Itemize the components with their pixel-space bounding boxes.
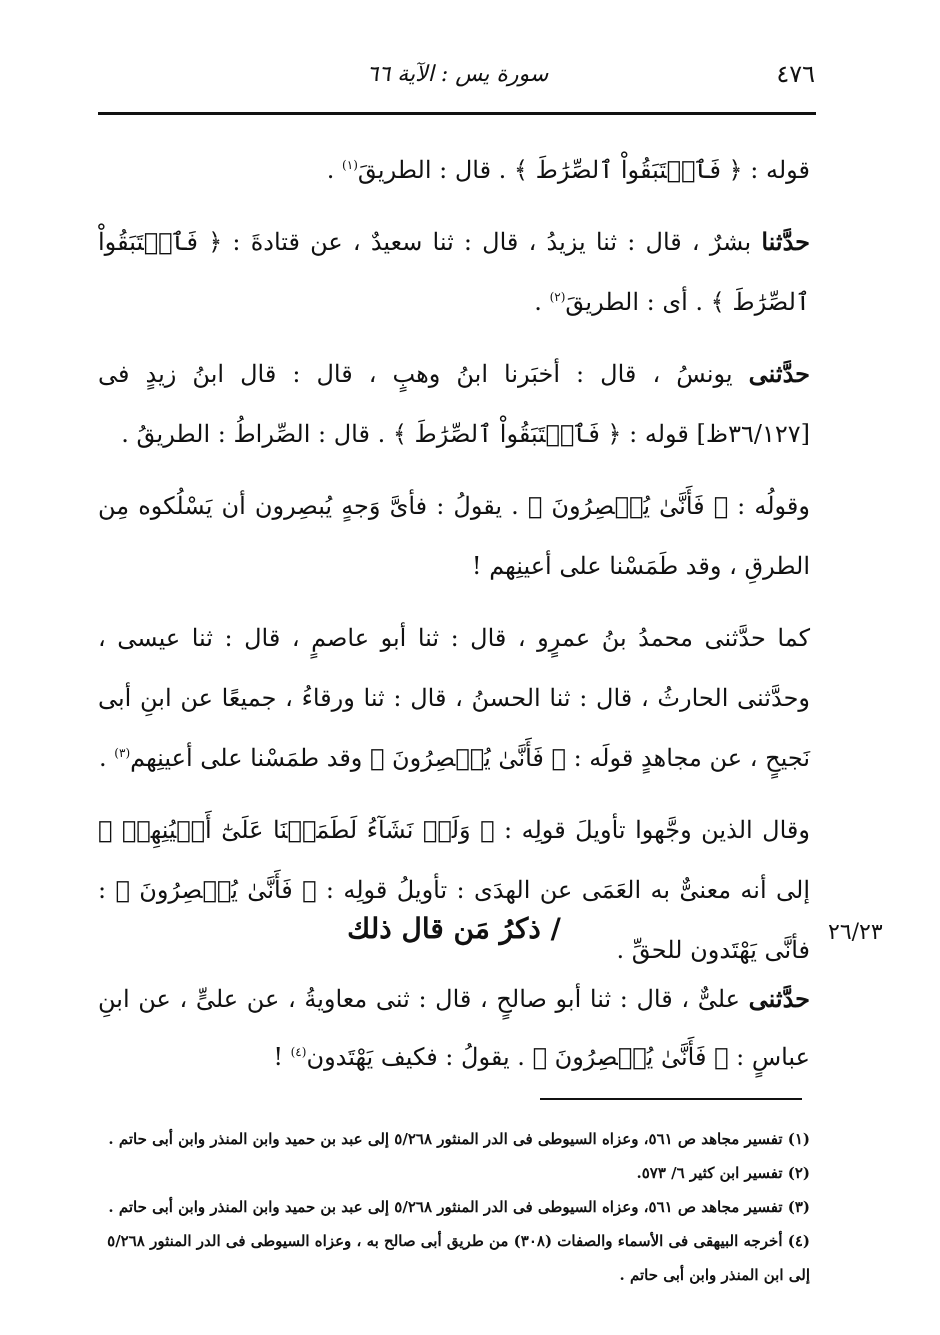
main-text: [98, 140, 810, 992]
paragraph-lead: حدَّثنى: [748, 984, 810, 1013]
main-text-continued: [98, 970, 810, 1098]
running-title: سورة يس : الآية ٦٦: [366, 62, 549, 87]
paragraph: [98, 140, 810, 200]
paragraph-text: كما حدَّثنى محمدُ بنُ عمرٍو ، قال : ثنا أبو عاصمٍ ، قال : ثنا عيسى ، وحدَّثنى الحارثُ ، قال : ثنا الحسنُ ، قال : ثنا ورقاءُ ، جميعًا عن ابنِ أبى نَجيحٍ ، عن مجاهدٍ قولَه : ﴿ فَأَنَّىٰ يُبۡصِرُونَ ﴾ وقد طمَسْنا على أعينِهم: [98, 624, 810, 772]
paragraph-tail: !: [273, 1043, 291, 1071]
paragraph-tail: .: [534, 288, 550, 316]
paragraph: [98, 800, 810, 980]
footnote-rule: [540, 1098, 802, 1100]
paragraph: [98, 970, 810, 1086]
paragraph-text: قوله : ﴿ فَٱسۡتَبَقُواْ ٱلصِّرَٰطَ ﴾ . قال : الطريقَ: [357, 156, 810, 184]
footnote-marker: (٢): [549, 290, 566, 304]
footnotes: [98, 1122, 810, 1292]
footnote-marker: (٤): [290, 1045, 307, 1059]
paragraph-tail: .: [326, 156, 343, 184]
paragraph-lead: حدَّثنا: [761, 227, 810, 256]
footnote: (٤) أخرجه البيهقى فى الأسماء والصفات (٣٠٨) من طريق أبى صالح به ، وعزاه السيوطى فى الدر المنثور ٥/٢٦٨ إلى ابن المنذر وابن أبى حاتم .: [107, 1232, 810, 1284]
footnote-marker: (١): [342, 158, 358, 172]
paragraph: [98, 608, 810, 788]
paragraph: [98, 344, 810, 464]
margin-reference: ٢٦/٢٣: [828, 920, 883, 945]
paragraph-text: علىٌّ ، قال : ثنا أبو صالحٍ ، قال : ثنى معاويةُ ، عن علىٍّ ، عن ابنِ عباسٍ : ﴿ فَأَنَّىٰ يُبۡصِرُونَ ﴾ . يقولُ : فكيف يَهْتَدون: [98, 985, 810, 1071]
section-heading: / ذكرُ مَن قال ذلك: [347, 912, 561, 945]
paragraph-lead: حدَّثنى: [748, 359, 810, 388]
paragraph-text: وقولُه : ﴿ فَأَنَّىٰ يُبۡصِرُونَ ﴾ . يقولُ : فأىَّ وَجهٍ يُبصِرون أن يَسْلُكوه مِن الطرقِ ، وقد طَمَسْنا على أعينِهم !: [98, 492, 810, 580]
paragraph: [98, 212, 810, 332]
paragraph-text: وقال الذين وجَّهوا تأويلَ قولِه : ﴿ وَلَوۡ نَشَآءُ لَطَمَسۡنَا عَلَىٰٓ أَعۡيُنِهِمۡ ﴾ إلى أنه معنىٌّ به العَمَى عن الهدَى : تأويلُ قولِه : ﴿ فَأَنَّىٰ يُبۡصِرُونَ ﴾ : فأنَّى يَهْتَدون للحقِّ .: [98, 816, 810, 964]
footnote-marker: (٣): [114, 746, 131, 760]
page-header: [100, 60, 815, 100]
footnote: (١) تفسير مجاهد ص ٥٦١، وعزاه السيوطى فى الدر المنثور ٥/٢٦٨ إلى عبد بن حميد وابن المنذر وابن أبى حاتم .: [108, 1130, 810, 1148]
header-rule: [98, 112, 816, 115]
paragraph-text: يونسُ ، قال : أخبَرنا ابنُ وهبٍ ، قال : قال ابنُ زيدٍ فى [٣٦/١٢٧ظ] قوله : ﴿ فَٱسۡتَبَقُواْ ٱلصِّرَٰطَ ﴾ . قال : الصِّراطُ : الطريقُ .: [98, 360, 810, 448]
paragraph-text: بشرٌ ، قال : ثنا يزيدُ ، قال : ثنا سعيدٌ ، عن قتادةَ : ﴿ فَٱسۡتَبَقُواْ ٱلصِّرَٰطَ ﴾ . أى : الطريقَ: [98, 228, 810, 316]
footnote: (٣) تفسير مجاهد ص ٥٦١، وعزاه السيوطى فى الدر المنثور ٥/٢٦٨ إلى عبد بن حميد وابن المنذر وابن أبى حاتم .: [108, 1198, 810, 1216]
paragraph: [98, 476, 810, 596]
page-number: ٤٧٦: [776, 60, 815, 88]
footnote: (٢) تفسير ابن كثير ٦/ ٥٧٣.: [636, 1164, 810, 1182]
paragraph-tail: .: [99, 744, 115, 772]
